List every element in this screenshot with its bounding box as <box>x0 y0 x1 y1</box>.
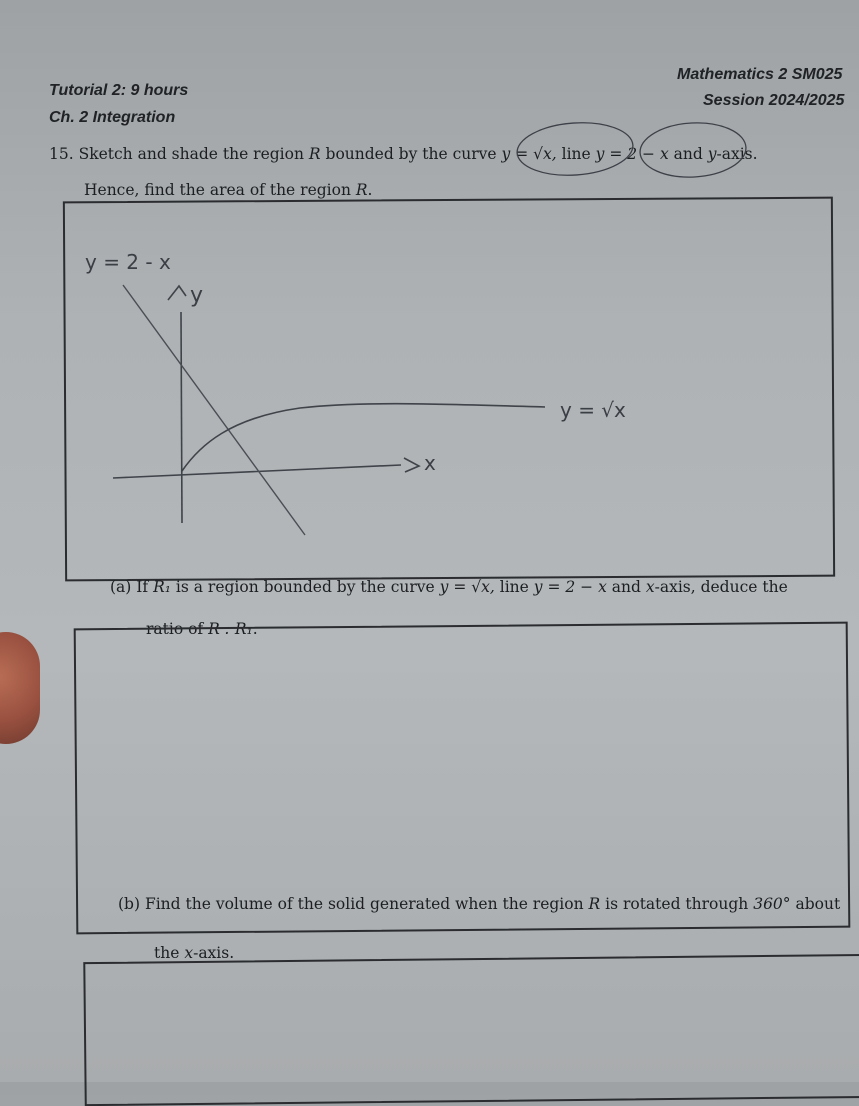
y-axis-arrow <box>168 286 186 300</box>
rotation-angle: 360° <box>753 895 791 913</box>
ratio-expression: R : R₁ <box>208 620 253 638</box>
part-b-text-3: about <box>795 895 841 913</box>
session-heading: Session 2024/2025 <box>703 92 845 109</box>
part-a-text-6: ratio of <box>146 620 204 638</box>
part-b-text-1: Find the volume of the solid generated when the region <box>144 895 584 913</box>
answer-box-part-b <box>83 954 859 1106</box>
region-r1-symbol: R₁ <box>153 578 171 596</box>
line-equation: y = 2 − x <box>595 145 669 163</box>
part-a-text-2: is a region bounded by the curve <box>175 578 435 596</box>
part-b-text-4: the <box>154 944 180 962</box>
part-a-line-1 <box>110 578 788 596</box>
answer-box-part-a <box>74 622 851 935</box>
part-b-label: (b) <box>118 895 141 913</box>
part-b-text-2: is rotated through <box>605 895 749 913</box>
x-axis <box>113 465 401 478</box>
question-text-a: Sketch and shade the region <box>78 145 304 163</box>
period: . <box>367 181 373 199</box>
part-a-label: (a) <box>110 578 132 596</box>
region-symbol: R <box>308 145 321 163</box>
handwritten-x-label: x <box>424 451 436 475</box>
x-axis-arrow <box>404 458 419 472</box>
chapter-heading: Ch. 2 Integration <box>49 109 176 126</box>
y-axis <box>181 312 182 523</box>
part-b-line-1 <box>118 895 840 913</box>
question-text-e: -axis. <box>716 145 758 163</box>
question-text-c: line <box>561 145 591 163</box>
part-a-curve-equation: y = √x, <box>439 578 495 596</box>
pen-circle-line <box>639 120 748 179</box>
handwritten-y-label: y <box>190 283 204 308</box>
region-symbol-b: R <box>588 895 601 913</box>
handwritten-line-label: y = 2 - x <box>85 250 171 274</box>
question-text-b: bounded by the curve <box>325 145 497 163</box>
part-b-text-5: -axis. <box>193 944 235 962</box>
part-a-text-3: line <box>499 578 529 596</box>
curve-sqrt-x <box>182 404 545 471</box>
question-text-hence: Hence, find the area of the region <box>84 181 351 199</box>
period-a: . <box>252 620 258 638</box>
question-number: 15. <box>49 145 74 163</box>
axis-symbol-x-b: x <box>184 944 194 962</box>
line-y-2-minus-x <box>123 285 305 535</box>
curve-equation: y = √x, <box>501 145 557 163</box>
tutorial-heading: Tutorial 2: 9 hours <box>49 82 189 99</box>
question-text-d: and <box>673 145 703 163</box>
handwritten-curve-label: y = √x <box>560 398 626 422</box>
region-symbol-2: R <box>355 181 368 199</box>
part-a-line-equation: y = 2 − x <box>533 578 607 596</box>
course-heading: Mathematics 2 SM025 <box>677 66 843 83</box>
axis-symbol-x: x <box>645 578 655 596</box>
part-a-text-1: If <box>136 578 149 596</box>
part-a-text-4: and <box>611 578 641 596</box>
part-b-line-2 <box>154 944 234 962</box>
pen-circle-curve <box>515 119 634 179</box>
axis-symbol-y: y <box>707 145 717 163</box>
part-a-text-5: -axis, deduce the <box>654 578 788 596</box>
